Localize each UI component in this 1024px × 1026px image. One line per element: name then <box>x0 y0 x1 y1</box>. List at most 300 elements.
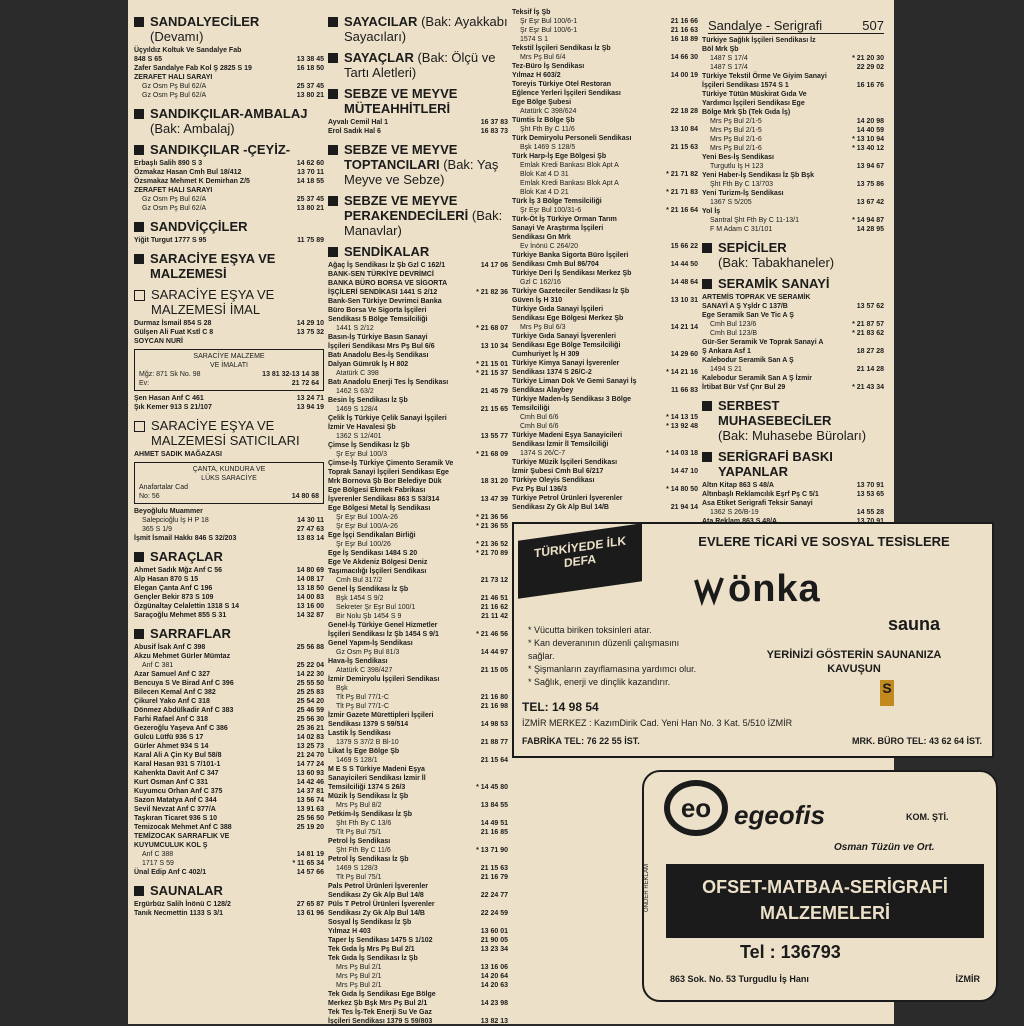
listing-entry: 848 S 65 13 38 45 <box>134 56 324 63</box>
listing-entry: Yeni Haber-İş Sendikası İz Şb Bşk <box>702 171 884 180</box>
heading-saraciye-imal: SARACİYE EŞYA VE MALZEMESİ İMAL <box>134 287 324 317</box>
listing-entry: Emlak Kredi Bankası Blok Apt A <box>512 179 698 188</box>
bullet-square-icon <box>328 196 338 206</box>
listing-entry: Türk İş 3 Bölge Temsilciliği <box>512 197 698 206</box>
benefit-item: * Sağlık, enerji ve dinçlik kazandırır. <box>528 677 671 687</box>
listing-entry: Dalyan Gümrük İş H 802 * 21 15 01 <box>328 361 508 368</box>
phone-number: 21 16 79 <box>480 874 508 881</box>
phone-number: 14 29 60 <box>670 351 698 358</box>
listing-entry: Üçyıldız Koltuk Ve Sandalye Fab <box>134 46 324 55</box>
listing-entry: Santral Şht Fth By C 11-13/1 * 14 94 87 <box>710 217 884 224</box>
phone-number <box>505 990 508 999</box>
column-4 <box>702 36 884 526</box>
listing-entry: Azar Samuel Anf C 327 14 22 30 <box>134 671 324 678</box>
listing-entry: Temizocak Mehmet Anf C 388 25 19 20 <box>134 824 324 831</box>
listing-entry: Batı Anadolu Enerji Tes İş Sendikası <box>328 378 508 387</box>
phone-number: 14 00 19 <box>670 72 698 79</box>
listing-entry: Likat İş Ege Bölge Şb <box>328 747 508 756</box>
phone-number: 13 84 55 <box>480 802 508 809</box>
phone-number: 14 40 59 <box>856 127 884 134</box>
phone-number <box>505 882 508 891</box>
phone-number: 21 15 65 <box>480 406 508 413</box>
listing-entry: Türkiye Petrol Ürünleri İşverenler <box>512 494 698 503</box>
heading-sandikcilar-ceyiz: SANDIKÇILAR -ÇEYİZ- <box>134 142 324 157</box>
phone-number: 13 70 11 <box>297 169 324 176</box>
phone-number: 13 91 63 <box>296 806 324 813</box>
phone-number <box>321 841 324 850</box>
bullet-square-icon <box>328 247 338 257</box>
phone-number: 21 15 64 <box>480 757 508 764</box>
listing-entry: Salepcioğlu İş H P 18 14 30 11 <box>142 517 324 524</box>
column-1 <box>134 8 324 918</box>
listing-entry: Sendikası İzmir İl Temsilciliği <box>512 440 698 449</box>
listing-entry: Özgünaltay Celalettin 1318 S 14 13 16 00 <box>134 603 324 610</box>
phone-number: 14 62 60 <box>296 160 324 167</box>
listing-entry: Gür-Ser Seramik Ve Toprak Sanayi A <box>702 338 884 347</box>
listing-entry: Petkim-İş Sendikası İz Şb <box>328 810 508 819</box>
listing-entry: Şr Eşr Bul 100/26 * 21 36 52 <box>336 541 508 548</box>
phone-number <box>695 458 698 467</box>
phone-number: 21 24 70 <box>296 752 324 759</box>
phone-number: 22 18 28 <box>670 108 698 115</box>
phone-number: 14 18 55 <box>296 178 324 185</box>
advert-address: İZMİR MERKEZ : KazımDirik Cad. Yeni Han No. 3 Kat. 5/510 İZMİR <box>522 718 793 728</box>
phone-number: * 21 68 09 <box>476 451 508 458</box>
listing-entry: 1462 S 63/2 21 45 79 <box>336 388 508 395</box>
phone-number: * 13 40 12 <box>852 145 884 152</box>
phone-number <box>881 311 884 320</box>
listing-entry: TEMİZOCAK SARRAFLIK VE <box>134 832 324 841</box>
listing-entry: 365 S 1/9 27 47 63 <box>142 526 324 533</box>
phone-number <box>505 279 508 288</box>
listing-entry: Gezeroğlu Yaşeva Anf C 386 25 36 21 <box>134 725 324 732</box>
phone-number: 22 29 02 <box>856 64 884 71</box>
listing-entry: Gz Osm Pş Bul 62/A 13 80 21 <box>142 205 324 212</box>
phone-number: * 21 36 56 <box>476 514 508 521</box>
heading-seramik: SERAMİK SANAYİ <box>702 276 884 291</box>
phone-number <box>695 8 698 17</box>
phone-number: 25 22 04 <box>296 662 324 669</box>
phone-number <box>505 504 508 513</box>
bullet-square-icon <box>134 629 144 639</box>
listing-entry: Gz Osm Pş Bul 62/A 25 37 45 <box>142 196 324 203</box>
phone-number <box>881 338 884 347</box>
listing-entry: Bank-Sen Türkiye Devrimci Banka <box>328 297 508 306</box>
listing-entry: ARTEMİS TOPRAK VE SERAMİK <box>702 293 884 302</box>
phone-number: 14 23 98 <box>480 1000 508 1007</box>
listing-entry: Yeni Turizm-İş Sendikası <box>702 189 884 198</box>
listing-group <box>134 643 324 877</box>
egeofis-logo-icon: eo <box>664 780 728 836</box>
phone-number <box>695 116 698 125</box>
phone-number <box>505 351 508 360</box>
heading-sendikalar: SENDİKALAR <box>328 244 508 259</box>
phone-number <box>505 1008 508 1017</box>
factory-phone: FABRİKA TEL: 76 22 55 İST. <box>522 736 640 746</box>
phone-number: 14 81 19 <box>296 851 324 858</box>
phone-number: 13 47 39 <box>480 496 508 503</box>
listing-entry: İşçileri Sendikası 1574 S 1 16 16 76 <box>702 82 884 89</box>
listing-entry: Mrs Pş Bul 2/1-6 * 13 10 94 <box>710 136 884 143</box>
listing-entry: Tek Gıda İş Sendikası Ege Bölge <box>328 990 508 999</box>
phone-number: 16 16 76 <box>856 82 884 89</box>
phone-number <box>505 378 508 387</box>
listing-entry: Fvz Pş Bul 136/3 * 14 80 50 <box>512 486 698 493</box>
phone-number: * 14 80 50 <box>666 486 698 493</box>
bullet-square-icon <box>328 89 338 99</box>
advert-phone: Tel : 136793 <box>740 942 841 962</box>
phone-number: 21 14 28 <box>856 366 884 373</box>
listing-entry: SANAYİ A Ş Yşldr C 137/B 13 57 62 <box>702 303 884 310</box>
phone-number: 13 10 31 <box>670 297 698 304</box>
listing-entry: Ege İş Sendikası 1484 S 20 * 21 70 89 <box>328 550 508 557</box>
listing-entry: Sendikası Zy Gk Alp Bul 14/8 22 24 77 <box>328 892 508 899</box>
phone-number: 21 16 62 <box>480 604 508 611</box>
bullet-square-outline-icon <box>134 290 145 301</box>
listing-entry: 1379 S 37/2 B Bl-10 21 88 77 <box>336 739 508 746</box>
phone-number: 21 90 05 <box>480 937 508 944</box>
listing-entry: Özmakaz Hasan Cmh Bul 18/412 13 70 11 <box>134 169 324 176</box>
phone-number <box>505 729 508 738</box>
phone-number <box>505 468 508 477</box>
phone-number <box>505 423 508 432</box>
phone-number <box>695 395 698 404</box>
listing-entry: Teksif İş Şb <box>512 8 698 17</box>
phone-number: 16 83 73 <box>480 128 508 135</box>
listing-group <box>134 159 324 213</box>
listing-entry: Güven İş H 310 13 10 31 <box>512 297 698 304</box>
phone-number <box>505 396 508 405</box>
phone-number <box>881 72 884 81</box>
listing-entry: Gençler Bekir 873 S 109 14 00 83 <box>134 594 324 601</box>
listing-entry: Ş Ankara Asf 1 18 27 28 <box>702 348 884 355</box>
phone-number <box>881 293 884 302</box>
phone-number <box>881 499 884 508</box>
heading-saraciye: SARACİYE EŞYA VE MALZEMESİ <box>134 251 324 281</box>
bullet-square-icon <box>134 109 144 119</box>
phone-number <box>695 215 698 224</box>
phone-number: 16 18 89 <box>670 36 698 43</box>
listing-entry: Asa Etiket Serigrafi Teksir Sanayi <box>702 499 884 508</box>
phone-number <box>505 558 508 567</box>
listing-entry: Tek Gıda İş Mrs Pş Bul 2/1 13 23 34 <box>328 946 508 953</box>
listing-entry: SOYCAN NURİ <box>134 337 324 346</box>
phone-number: 14 00 83 <box>296 594 324 601</box>
benefit-item: * Kan deveranının düzenli çalışmasını sağlar. <box>528 638 680 661</box>
phone-number <box>695 269 698 278</box>
listing-entry: Şht Fth By C 13/6 14 49 51 <box>336 820 508 827</box>
listing-entry: Türkiye Gıda Sanayi İşçileri <box>512 305 698 314</box>
listing-entry: Mrs Pş Bul 2/1-5 14 20 98 <box>710 118 884 125</box>
phone-number: 13 23 34 <box>480 946 508 953</box>
listing-entry: Taşımacılığı İşçileri Sendikası <box>328 567 508 576</box>
listing-group <box>134 507 324 543</box>
phone-number: 21 11 42 <box>481 613 508 620</box>
listing-entry: Elegan Çanta Anf C 196 13 18 50 <box>134 585 324 592</box>
listing-group <box>702 481 884 526</box>
bullet-square-icon <box>134 145 144 155</box>
phone-number <box>505 747 508 756</box>
listing-entry: Erol Sadık Hal 6 16 83 73 <box>328 128 508 135</box>
listing-entry: Gz Osm Pş Bul 62/A 13 80 21 <box>142 92 324 99</box>
listing-entry: Kalebodur Seramik San A Ş İzmir <box>702 374 884 383</box>
phone-number: 15 66 22 <box>670 243 698 250</box>
phone-number <box>695 233 698 242</box>
listing-entry: Püls T Petrol Ürünleri İşverenler <box>328 900 508 909</box>
phone-number: 22 24 59 <box>480 910 508 917</box>
promo-badge: TÜRKİYEDE İLK DEFA <box>518 523 642 598</box>
phone-number <box>321 652 324 661</box>
listing-entry: Tez-Büro İş Sendikası <box>512 62 698 71</box>
phone-number: 25 56 30 <box>296 716 324 723</box>
phone-number: 11 75 89 <box>297 237 324 244</box>
listing-entry: Genel-İş Türkiye Genel Hizmetler <box>328 621 508 630</box>
phone-number: * 14 45 80 <box>476 784 508 791</box>
phone-number <box>321 450 324 459</box>
phone-number <box>695 44 698 53</box>
phone-number: 13 75 32 <box>296 329 324 336</box>
listing-entry: Özsmakaz Mehmet K Demirhan Z/5 14 18 55 <box>134 178 324 185</box>
listing-entry: 1487 S 17/4 * 21 20 30 <box>710 55 884 62</box>
phone-number: 13 94 19 <box>296 404 324 411</box>
phone-number <box>881 108 884 117</box>
phone-number: 16 18 50 <box>296 65 324 72</box>
listing-entry: Farhi Rafael Anf C 318 25 56 30 <box>134 716 324 723</box>
phone-number <box>695 89 698 98</box>
phone-number: 13 56 74 <box>296 797 324 804</box>
column-2 <box>328 8 508 1026</box>
listing-entry: Türkiye Madeni Eşya Sanayicileri <box>512 431 698 440</box>
phone-number <box>505 855 508 864</box>
phone-number: 14 08 17 <box>296 576 324 583</box>
listing-entry: Türkiye Maden-İş Sendikası 3 Bölge <box>512 395 698 404</box>
phone-number: 13 25 73 <box>296 743 324 750</box>
listing-group <box>328 118 508 136</box>
listing-entry: Besin İş Sendikası İz Şb <box>328 396 508 405</box>
phone-number <box>695 332 698 341</box>
listing-entry: Tlt Pş Bul 77/1-C 21 16 80 <box>336 694 508 701</box>
company-type: KOM. ŞTİ. <box>906 812 949 822</box>
listing-entry: Şht Fth By C 13/703 13 75 86 <box>710 181 884 188</box>
listing-entry: Zafer Sandalye Fab Kol Ş 2825 S 19 16 18 50 <box>134 65 324 72</box>
listing-entry: Gz Osm Pş Bul 81/3 14 44 97 <box>336 649 508 656</box>
listing-entry: İşmit İsmail Hakkı 846 S 32/203 13 83 14 <box>134 535 324 542</box>
listing-entry: Atatürk C 398 * 21 15 37 <box>336 370 508 377</box>
display-listing-box: ÇANTA, KUNDURA VE LÜKS SARACİYE Anafartalar Cad No: 56 14 80 68 <box>134 462 324 504</box>
phone-number <box>505 585 508 594</box>
heading-serbest-muhasebe: SERBEST MUHASEBECİLER (Bak: Muhasebe Büroları) <box>702 398 884 443</box>
advert-address: 863 Sok. No. 53 Turgudlu İş Hanı <box>670 974 809 984</box>
phone-number: 13 60 01 <box>480 928 508 935</box>
listing-group <box>134 566 324 620</box>
listing-entry: Mrs Pş Bul 2/1-5 14 40 59 <box>710 127 884 134</box>
phone-number <box>321 337 324 346</box>
phone-number <box>505 711 508 720</box>
listing-entry: Turgutlu İş H 123 13 94 67 <box>710 163 884 170</box>
listing-group <box>134 46 324 100</box>
phone-number: 13 10 34 <box>480 343 508 350</box>
listing-entry: Altınbaşlı Reklamcılık Eşrf Pş C 5/1 13 53 65 <box>702 491 884 498</box>
phone-number <box>505 306 508 315</box>
phone-number: 14 47 10 <box>670 468 698 475</box>
listing-entry: İrtibat Bür Vsf Çnr Bul 29 * 21 43 34 <box>702 384 884 391</box>
listing-entry: 1441 S 2/12 * 21 68 07 <box>336 325 508 332</box>
listing-entry: Abusif İsak Anf C 398 25 56 88 <box>134 644 324 651</box>
listing-entry: Yılmaz H 403 13 60 01 <box>328 928 508 935</box>
listing-entry: Toreyis Türkiye Otel Restoran <box>512 80 698 89</box>
listing-entry: Türkiye Sağlık İşçileri Sendikası İz <box>702 36 884 45</box>
listing-entry: ZERAFET HALI SARAYI <box>134 186 324 195</box>
bullet-square-icon <box>328 53 338 63</box>
phone-number: * 21 71 82 <box>666 171 698 178</box>
phone-number: 14 22 30 <box>296 671 324 678</box>
listing-group <box>134 236 324 245</box>
phone-number <box>881 36 884 45</box>
phone-number: 25 56 88 <box>296 644 324 651</box>
listing-entry: Türkiye Banka Sigorta Büro İşçileri <box>512 251 698 260</box>
listing-entry: Yeni Bes-İş Sendikası <box>702 153 884 162</box>
listing-entry: Türkiye Müzik İşçileri Sendikası <box>512 458 698 467</box>
listing-entry: Blok Kat 4 D 31 * 21 71 82 <box>520 171 698 178</box>
phone-number: * 21 43 34 <box>852 384 884 391</box>
listing-entry: Sendikası Zy Gk Alp Bul 14/B 22 24 59 <box>328 910 508 917</box>
advert-city: İZMİR <box>955 974 980 984</box>
listing-group <box>134 900 324 918</box>
listing-entry: Lastik İş Sendikası <box>328 729 508 738</box>
phone-number <box>505 333 508 342</box>
phone-number: * 21 46 56 <box>476 631 508 638</box>
phone-number <box>505 459 508 468</box>
listing-entry: Taşkıran Ticaret 936 S 10 25 56 50 <box>134 815 324 822</box>
listing-entry: Türkiye Kimya Sanayi İşverenler <box>512 359 698 368</box>
listing-entry: Sendikası Alaybey 11 66 83 <box>512 387 698 394</box>
phone-number: 14 98 53 <box>480 721 508 728</box>
heading-sebze-perakende: SEBZE VE MEYVE PERAKENDECİLERİ (Bak: Manavlar) <box>328 193 508 238</box>
listing-entry: Gürler Ahmet 934 S 14 13 25 73 <box>134 743 324 750</box>
phone-number: 13 24 71 <box>296 395 324 402</box>
listing-entry: Anf C 381 25 22 04 <box>142 662 324 669</box>
phone-number <box>505 810 508 819</box>
phone-number: 25 37 45 <box>296 196 324 203</box>
benefit-list <box>528 624 708 689</box>
heading-serigrafi: SERİGRAFİ BASKI YAPANLAR <box>702 449 884 479</box>
directory-page <box>128 0 982 1025</box>
listing-entry: Şht Fth By C 11/6 * 13 71 90 <box>336 847 508 854</box>
phone-number: 14 57 66 <box>296 869 324 876</box>
phone-number: 13 16 06 <box>480 964 508 971</box>
phone-number: 14 37 81 <box>296 788 324 795</box>
listing-entry: Sendikası 1374 S 26/C-2 * 14 21 16 <box>512 369 698 376</box>
phone-number: 27 47 63 <box>296 526 324 533</box>
listing-entry: Blok Kat 4 D 21 * 21 71 83 <box>520 189 698 196</box>
phone-number <box>881 171 884 180</box>
listing-entry: Türkiye Gıda Sanayi İşverenleri <box>512 332 698 341</box>
phone-number: 21 16 85 <box>480 829 508 836</box>
listing-entry: Şr Eşr Bul 100/6-1 21 16 63 <box>520 27 698 34</box>
phone-number <box>881 356 884 365</box>
phone-number: 13 94 67 <box>856 163 884 170</box>
phone-number: * 13 92 48 <box>666 423 698 430</box>
listing-entry: İzmir Gazete Mürettipleri İşçileri <box>328 711 508 720</box>
listing-entry: Gzl C 162/16 14 48 64 <box>520 279 698 286</box>
phone-number: 13 55 77 <box>480 433 508 440</box>
listing-entry: Çelik İş Türkiye Çelik Sanayi İşçileri <box>328 414 508 423</box>
phone-number: 14 77 24 <box>296 761 324 768</box>
phone-number: 21 15 63 <box>480 865 508 872</box>
listing-entry: BANK-SEN TÜRKİYE DEVRİMCİ <box>328 270 508 279</box>
listing-entry: Bşk 1454 S 9/2 21 46 51 <box>336 595 508 602</box>
listing-entry: 1487 S 17/4 22 29 02 <box>710 64 884 71</box>
listing-entry: Şr Eşr Bul 100/3 * 21 68 09 <box>336 451 508 458</box>
phone-number: * 14 03 18 <box>666 450 698 457</box>
listing-entry: Pals Petrol Ürünleri İşverenler <box>328 882 508 891</box>
phone-number: 14 66 30 <box>670 54 698 61</box>
bullet-square-icon <box>134 17 144 27</box>
heading-sandalyeciler: SANDALYECİLER (Devamı) <box>134 14 324 44</box>
phone-number: * 21 15 37 <box>476 370 508 377</box>
listing-entry: AHMET SADIK MAĞAZASI <box>134 450 324 459</box>
listing-entry: 1362 S 12/401 13 55 77 <box>336 433 508 440</box>
phone-number: 14 48 64 <box>670 279 698 286</box>
listing-entry: Çimse-İş Türkiye Çimento Seramik Ve <box>328 459 508 468</box>
phone-number: 25 46 59 <box>296 707 324 714</box>
bullet-square-icon <box>702 401 712 411</box>
phone-number <box>881 153 884 162</box>
phone-number <box>505 441 508 450</box>
listing-entry: Cmh Bul 6/6 * 13 92 48 <box>520 423 698 430</box>
phone-number: 16 37 83 <box>480 119 508 126</box>
listing-entry: Sendikası Zy Gk Alp Bul 14/B 21 94 14 <box>512 504 698 511</box>
listing-entry: Türk Demiryolu Personeli Sendikası <box>512 134 698 143</box>
listing-entry: 1374 S 26/C-7 * 14 03 18 <box>520 450 698 457</box>
phone-number: 14 80 69 <box>296 567 324 574</box>
listing-entry: F M Adam C 31/101 14 28 95 <box>710 226 884 233</box>
listing-entry: Türkiye Oleyis Sendikası <box>512 476 698 485</box>
listing-entry: 1362 S 26/B-19 14 55 28 <box>710 509 884 516</box>
listing-entry: 1494 S 21 21 14 28 <box>710 366 884 373</box>
listing-entry: Temsilciliği 1374 S 26/3 * 14 45 80 <box>328 784 508 791</box>
phone-number <box>505 486 508 495</box>
phone-number: * 13 71 90 <box>476 847 508 854</box>
phone-number: 13 61 96 <box>296 910 324 917</box>
listing-entry: Sazon Matatya Anf C 344 13 56 74 <box>134 797 324 804</box>
phone-number <box>505 774 508 783</box>
phone-number: * 14 94 87 <box>852 217 884 224</box>
listing-entry: Sosyal İş Sendikası İz Şb <box>328 918 508 927</box>
phone-number: * 11 65 34 <box>292 860 324 867</box>
heading-saunalar: SAUNALAR <box>134 883 324 898</box>
phone-number <box>695 80 698 89</box>
listing-entry: ZERAFET HALI SARAYI <box>134 73 324 82</box>
phone-number: 13 80 21 <box>296 205 324 212</box>
listing-entry: Şr Eşr Bul 100/A-26 * 21 36 56 <box>336 514 508 521</box>
listing-group <box>328 261 508 1026</box>
listing-entry: Yılmaz H 603/2 14 00 19 <box>512 72 698 79</box>
phone-number: * 21 15 01 <box>476 361 508 368</box>
listing-entry: Erbaşlı Salih 890 S 3 14 62 60 <box>134 160 324 167</box>
listing-entry: Sendikası 5 Bölge Temsilciliği <box>328 315 508 324</box>
listing-entry: Basın-İş Türkiye Basın Sanayi <box>328 333 508 342</box>
listing-entry: Sekreter Şr Eşr Bul 100/1 21 16 62 <box>336 604 508 611</box>
phone-number: * 21 16 64 <box>666 207 698 214</box>
listing-entry: Merkez Şb Bşk Mrs Pş Bul 2/1 14 23 98 <box>328 1000 508 1007</box>
phone-number: 13 16 00 <box>296 603 324 610</box>
listing-entry: Sendikası Ege Bölge Temsilciliği <box>512 341 698 350</box>
listing-entry: Kalebodur Seramik San A Ş <box>702 356 884 365</box>
phone-number: 27 65 87 <box>296 901 324 908</box>
listing-entry: Sendikası Cmh Bul 86/704 14 44 50 <box>512 261 698 268</box>
bullet-square-icon <box>328 145 338 155</box>
